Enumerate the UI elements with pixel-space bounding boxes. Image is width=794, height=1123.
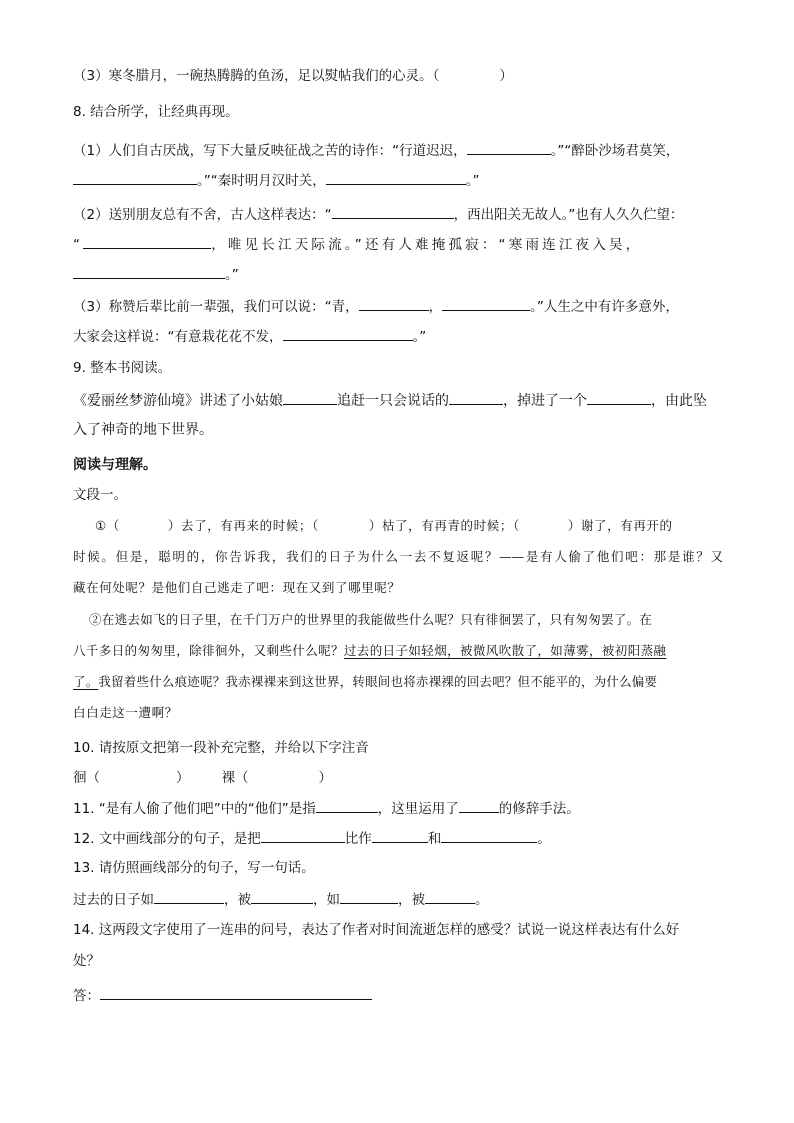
blank[interactable] xyxy=(340,889,398,904)
blank[interactable] xyxy=(587,390,651,405)
blank[interactable] xyxy=(283,390,337,405)
blank[interactable] xyxy=(83,234,211,249)
blank[interactable] xyxy=(73,264,225,279)
reading-heading: 阅读与理解。 xyxy=(73,457,157,473)
q8-title: 8. 结合所学，让经典再现。 xyxy=(73,104,239,120)
q12: 12. 文中画线部分的句子，是把 比作 和 。 xyxy=(73,828,551,849)
blank[interactable] xyxy=(154,889,224,904)
passage-1-line-2: 时候。但是，聪明的，你告诉我，我们的日子为什么一去不复返呢？——是有人偷了他们吧：那是谁？又 xyxy=(73,549,723,564)
q8-part-3-line-1: （3）称赞后辈比前一辈强，我们可以说：“青， ， 。”人生之中有许多意外， xyxy=(73,296,679,317)
reading-section-label: 文段一。 xyxy=(73,487,127,503)
blank[interactable] xyxy=(372,828,428,843)
q14-answer: 答： xyxy=(73,985,372,1006)
blank[interactable] xyxy=(442,296,530,311)
blank[interactable] xyxy=(459,798,499,813)
q14-line-2: 处？ xyxy=(73,953,100,969)
passage-2-line-3: 了。我留着些什么痕迹呢？我赤裸裸来到这世界，转眼间也将赤裸裸的回去吧？但不能平的，为什么偏要 xyxy=(73,674,658,689)
q9-line-1: 《爱丽丝梦游仙境》讲述了小姑娘 追赶一只会说话的 ，掉进了一个 ，由此坠 xyxy=(73,390,707,411)
q9-title: 9. 整本书阅读。 xyxy=(73,360,172,376)
underlined-sentence: 过去的日子如轻烟，被微风吹散了，如薄雾，被初阳蒸融 xyxy=(343,643,667,658)
blank[interactable] xyxy=(316,798,378,813)
blank[interactable] xyxy=(425,889,475,904)
q11: 11. “是有人偷了他们吧”中的“他们”是指 ，这里运用了 的修辞手法。 xyxy=(73,798,580,819)
q13-template: 过去的日子如 ，被 ，如 ，被 。 xyxy=(73,889,489,910)
passage-2-line-1: ②在逃去如飞的日子里，在千门万户的世界里的我能做些什么呢？只有徘徊罢了，只有匆匆罢了。在 xyxy=(89,612,653,627)
q13-title: 13. 请仿照画线部分的句子，写一句话。 xyxy=(73,860,315,876)
blank[interactable] xyxy=(467,140,551,155)
passage-2-line-2: 八千多日的匆匆里，除徘徊外，又剩些什么呢？过去的日子如轻烟，被微风吹散了，如薄雾，被初阳蒸融 xyxy=(73,643,667,658)
blank[interactable] xyxy=(449,390,503,405)
q9-line-2: 入了神奇的地下世界。 xyxy=(73,422,213,438)
blank[interactable] xyxy=(326,170,466,185)
q8-part-2-line-2: “ ，唯见长江天际流。”还有人难掩孤寂：“寒雨连江夜入吴， xyxy=(73,234,642,255)
q7-item-3: （3）寒冬腊月，一碗热腾腾的鱼汤，足以熨帖我们的心灵。（ ） xyxy=(73,68,513,84)
q14-line-1: 14. 这两段文字使用了一连串的问号，表达了作者对时间流逝怎样的感受？试说一说这样表达有什么好 xyxy=(73,922,680,938)
q8-part-1-line-1: （1）人们自古厌战，写下大量反映征战之苦的诗作：“行道迟迟， 。”“醉卧沙场君莫笑， xyxy=(73,140,679,161)
blank[interactable] xyxy=(73,170,197,185)
passage-1-line-3: 藏在何处呢？是他们自己逃走了吧：现在又到了哪里呢？ xyxy=(73,580,401,595)
blank[interactable] xyxy=(283,326,413,341)
blank[interactable] xyxy=(251,889,313,904)
underlined-sentence-end: 了。 xyxy=(73,674,99,689)
q8-part-2-line-3: 。” xyxy=(73,264,239,285)
q8-part-3-line-2: 大家会这样说：“有意栽花花不发， 。” xyxy=(73,326,426,347)
q10-title: 10. 请按原文把第一段补充完整，并给以下字注音 xyxy=(73,740,369,756)
blank[interactable] xyxy=(261,828,345,843)
blank[interactable] xyxy=(441,828,537,843)
blank[interactable] xyxy=(332,204,454,219)
passage-2-line-4: 白白走这一遭啊？ xyxy=(73,705,178,720)
q8-part-1-line-2: 。”“秦时明月汉时关， 。” xyxy=(73,170,480,191)
q8-part-2-line-1: （2）送别朋友总有不舍，古人这样表达：“ ，西出阳关无故人。”也有人久久伫望： xyxy=(73,204,683,225)
blank[interactable] xyxy=(359,296,429,311)
answer-line[interactable] xyxy=(100,985,372,1000)
q10-pinyin: 徊（ ） 裸（ ） xyxy=(73,770,332,786)
passage-1-line-1: ①（ ）去了，有再来的时候；（ ）枯了，有再青的时候；（ ）谢了，有再开的 xyxy=(95,518,673,533)
